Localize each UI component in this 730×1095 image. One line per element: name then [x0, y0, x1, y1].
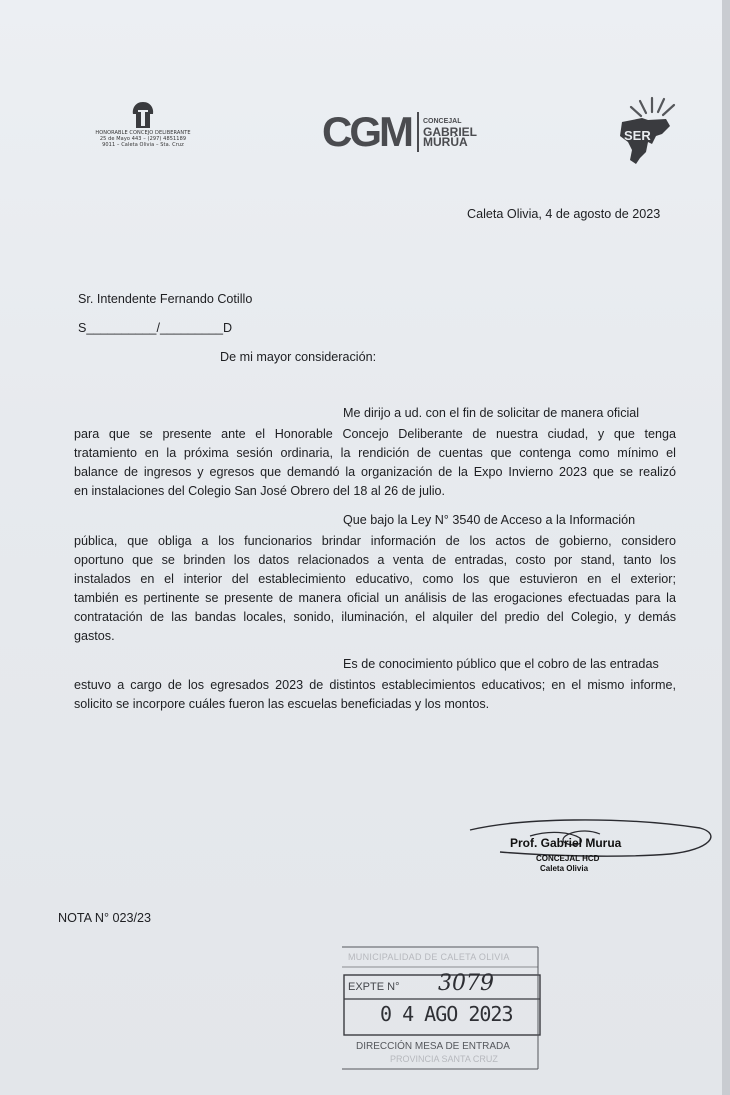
signature-role-line-2: Caleta Olivia [540, 864, 589, 873]
cgm-subtitle-line3: MURÚA [423, 135, 468, 149]
paragraph-1-line-5: en instalaciones del Colegio San José Obrero del 18 al 26 de julio. [74, 484, 446, 498]
paragraph-3-line-3: solicito se incorpore cuáles fueron las escuelas beneficiadas y los montos. [74, 697, 490, 711]
paragraph-3-line-2: estuvo a cargo de los egresados 2023 de distintos establecimientos educativos; en el mismo informe, [74, 678, 676, 692]
paragraph-1-line-2: para que se presente ante el Honorable Concejo Deliberante de nuestra ciudad, y que tenga [74, 427, 676, 441]
ser-logo [612, 92, 678, 172]
paragraph-2-line-3: oportuno que se brinden los datos relacionados a venta de entradas, costo por stand, tanto los [74, 553, 676, 567]
ser-map-icon [612, 92, 678, 168]
stamp-office: DIRECCIÓN MESA DE ENTRADA [356, 1041, 510, 1052]
cgm-subtitle-line1: CONCEJAL [423, 118, 462, 125]
paragraph-2-line-7: gastos. [74, 629, 115, 643]
sd-line: S__________/_________D [78, 321, 233, 335]
page-edge [722, 0, 730, 1095]
paragraph-2-line-2: pública, que obliga a los funcionarios brindar información de los actos de gobierno, considero [74, 534, 676, 548]
paragraph-2-line-6: contratación de las bandas locales, sonido, iluminación, el alquiler del predio del Colegio, y demás [74, 610, 676, 624]
paragraph-2-line-1: Que bajo la Ley N° 3540 de Acceso a la Información [343, 513, 636, 527]
cgm-subtitle-line2: GABRIEL [423, 125, 477, 139]
paragraph-1-line-1: Me dirijo a ud. con el fin de solicitar de manera oficial [343, 406, 640, 420]
hcd-name: HONORABLE CONCEJO DELIBERANTE [95, 130, 191, 136]
signature-role [536, 854, 599, 874]
stamp-province: PROVINCIA SANTA CRUZ [390, 1054, 498, 1064]
ser-logo-text: SER [624, 128, 651, 143]
hcd-logo [78, 100, 208, 148]
signature-name: Prof. Gabriel Murua [510, 836, 622, 850]
stamp-date: 0 4 AGO 2023 [380, 1002, 513, 1026]
stamp-expte-label: EXPTE N° [348, 981, 400, 993]
salutation: De mi mayor consideración: [220, 350, 377, 364]
paragraph-2-line-5: también es pertinente se presente de manera oficial un análisis de las erogaciones efectuadas para la [74, 591, 676, 605]
hcd-address: 25 de Mayo 443 – (297) 4851189 [99, 136, 187, 142]
place-date: Caleta Olivia, 4 de agosto de 2023 [467, 207, 661, 221]
stamp-expte-number: 3079 [438, 971, 494, 996]
recipient: Sr. Intendente Fernando Cotillo [78, 292, 253, 306]
cgm-logo-divider [417, 112, 419, 152]
entry-stamp [342, 945, 544, 1071]
paragraph-3-line-1: Es de conocimiento público que el cobro de las entradas [343, 657, 659, 671]
note-number: NOTA N° 023/23 [58, 911, 152, 925]
paragraph-2-line-4: instalados en el interior del establecimiento educativo, como los que estuvieron en el exterior; [74, 572, 676, 586]
hcd-emblem-icon [130, 100, 156, 130]
signature-role-line-1: CONCEJAL HCD [536, 854, 600, 863]
stamp-municipality: MUNICIPALIDAD DE CALETA OLIVIA [348, 952, 510, 962]
paragraph-1-line-3: tratamiento en la próxima sesión ordinaria, la rendición de cuentas que contenga como mínimo el [74, 446, 676, 460]
cgm-logo-text: CGM [322, 108, 411, 155]
cgm-logo-subtitle [423, 117, 477, 147]
cgm-logo [322, 108, 477, 155]
paragraph-1-line-4: balance de ingresos y egresos que demandó la organización de la Expo Invierno 2023 que se realizó [74, 465, 676, 479]
hcd-city: 9011 – Caleta Olivia – Sta. Cruz [102, 142, 184, 148]
